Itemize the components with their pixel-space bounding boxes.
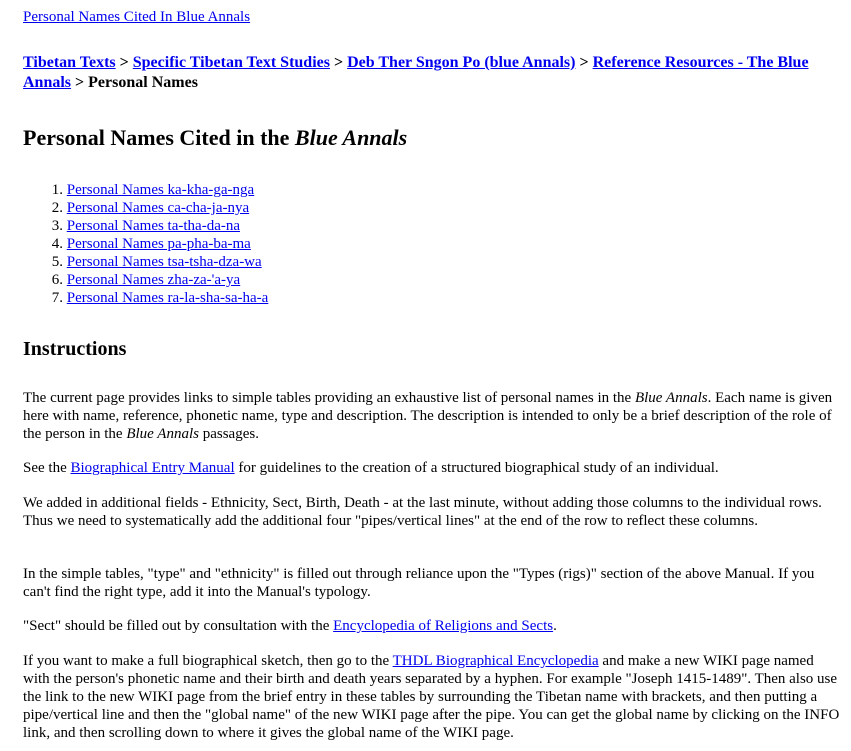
names-link-ka[interactable]: Personal Names ka-kha-ga-nga [66, 182, 255, 198]
text: If you want to make a full biographical sketch, then go to the [23, 653, 393, 669]
breadcrumb-link-tibetan-texts[interactable]: Tibetan Texts [23, 54, 116, 71]
text: passages. [198, 426, 259, 442]
breadcrumb-link-specific-studies[interactable]: Specific Tibetan Text Studies [132, 54, 330, 71]
paragraph-manual [23, 459, 841, 477]
breadcrumb-separator: > [329, 54, 348, 71]
breadcrumb-separator: > [575, 54, 593, 71]
paragraph-intro [23, 389, 841, 443]
list-number: 7. [51, 290, 63, 306]
list-item [23, 217, 268, 235]
page-title-italic: Blue Annals [294, 125, 408, 150]
breadcrumb-link-reference-resources[interactable]: Reference Resources - The Blue Annals [23, 54, 809, 91]
paragraph-fields: We added in additional fields - Ethnicity, Sect, Birth, Death - at the last minute, without adding those columns to the individual rows. Thus we need to systematically add the additional four "pipes/vertical lines" at the end of the row to reflect these columns. [23, 495, 822, 529]
names-link-zha[interactable]: Personal Names zha-za-'a-ya [66, 272, 241, 288]
text: See the [23, 460, 71, 476]
page-title [23, 124, 407, 152]
biographical-manual-link[interactable]: Biographical Entry Manual [70, 460, 235, 476]
list-item [23, 199, 268, 217]
list-number: 2. [51, 200, 63, 216]
breadcrumb-separator: > [115, 54, 133, 71]
list-item [23, 289, 268, 307]
text: The current page provides links to simple tables providing an exhaustive list of personal names in the [23, 390, 635, 406]
names-link-ta[interactable]: Personal Names ta-tha-da-na [66, 218, 241, 234]
names-link-pa[interactable]: Personal Names pa-pha-ba-ma [66, 236, 251, 252]
paragraph-biography [23, 652, 841, 742]
breadcrumb-separator: > [71, 74, 89, 91]
page-title-prefix: Personal Names Cited in the [23, 125, 295, 150]
encyclopedia-religions-link[interactable]: Encyclopedia of Religions and Sects [333, 618, 554, 634]
text: for guidelines to the creation of a structured biographical study of an individual. [234, 460, 719, 476]
italic-title: Blue Annals [634, 390, 708, 406]
text: . [553, 618, 557, 634]
text: "Sect" should be filled out by consultation with the [23, 618, 334, 634]
text: and make a new WIKI page named with the person's phonetic name and their birth and death years separated by a hyphen. For example "Joseph 1415-1489". Then also use the link to the new WIKI page from the brief entry in these tables by surrounding the Tibetan name with brackets, and then putting a pipe/vertical line and then the "global name" of the new WIKI page after the pipe. You can get the global name by clicking on the INFO link, and then scrolling down to where it gives the global name of the WIKI page. [23, 653, 840, 741]
names-link-ra[interactable]: Personal Names ra-la-sha-sa-ha-a [66, 290, 269, 306]
list-item [23, 235, 268, 253]
breadcrumb-link-deb-ther[interactable]: Deb Ther Sngon Po (blue Annals) [347, 54, 576, 71]
names-list [23, 181, 268, 307]
names-link-ca[interactable]: Personal Names ca-cha-ja-nya [66, 200, 250, 216]
instructions-heading: Instructions [23, 338, 127, 360]
list-number: 3. [51, 218, 63, 234]
breadcrumb-current: Personal Names [88, 74, 198, 91]
list-item [23, 271, 268, 289]
list-number: 5. [51, 254, 63, 270]
names-link-tsa[interactable]: Personal Names tsa-tsha-dza-wa [66, 254, 262, 270]
breadcrumb [23, 53, 838, 93]
list-item [23, 253, 268, 271]
list-number: 1. [51, 182, 63, 198]
top-page-link[interactable]: Personal Names Cited In Blue Annals [23, 9, 251, 25]
paragraph-types: In the simple tables, "type" and "ethnicity" is filled out through reliance upon the "Types (rigs)" section of the above Manual. If you can't find the right type, add it into the Manual's typology. [23, 566, 815, 600]
list-number: 4. [51, 236, 63, 252]
italic-title: Blue Annals [126, 426, 199, 442]
thdl-encyclopedia-link[interactable]: THDL Biographical Encyclopedia [392, 653, 599, 669]
list-item [23, 181, 268, 199]
list-number: 6. [51, 272, 63, 288]
paragraph-sect [23, 617, 841, 635]
text: . Each name is given here with name, reference, phonetic name, type and description. The description is intended to only be a brief description of the role of the person in the [23, 390, 833, 442]
